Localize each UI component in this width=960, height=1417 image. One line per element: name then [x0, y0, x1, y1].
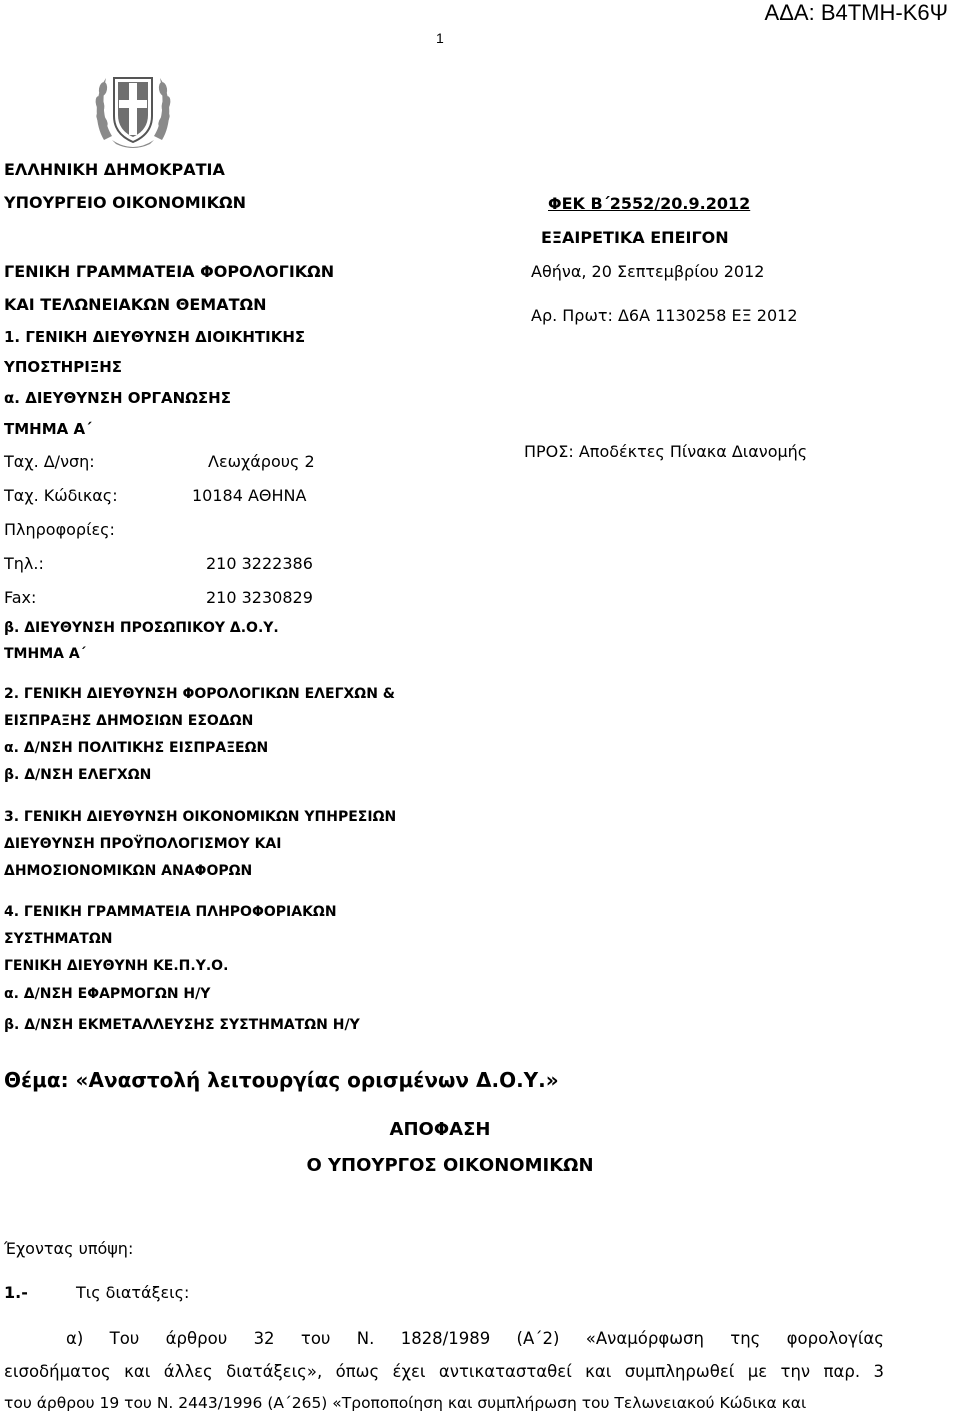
- fax-value: 210 3230829: [206, 588, 313, 607]
- directorate-systems-operation: β. Δ/ΝΣΗ ΕΚΜΕΤΑΛΛΕΥΣΗΣ ΣΥΣΤΗΜΑΤΩΝ Η/Υ: [4, 1017, 360, 1033]
- paragraph-a-line3: του άρθρου 19 του Ν. 2443/1996 (Α΄265) «Τροποποίηση και συμπλήρωση του Τελωνειακού Κώδικα και: [4, 1394, 807, 1412]
- general-directorate-1-line2: ΥΠΟΣΤΗΡΙΞΗΣ: [4, 358, 123, 376]
- subject-line: Θέμα: «Αναστολή λειτουργίας ορισμένων Δ.Ο.Υ.»: [4, 1068, 559, 1092]
- paragraph-a-line1: α) Του άρθρου 32 του Ν. 1828/1989 (Α΄2) «Αναμόρφωση της φορολογίας: [66, 1329, 884, 1348]
- paragraph-a-line2: εισοδήματος και άλλες διατάξεις», όπως έχει αντικατασταθεί και συμπληρωθεί με την παρ. 3: [4, 1362, 884, 1381]
- directorate-applications: α. Δ/ΝΣΗ ΕΦΑΡΜΟΓΩΝ Η/Υ: [4, 986, 211, 1002]
- postal-code-label: Ταχ. Κώδικας:: [4, 486, 118, 505]
- general-secretariat-line2: ΚΑΙ ΤΕΛΩΝΕΙΑΚΩΝ ΘΕΜΑΤΩΝ: [4, 295, 267, 314]
- postal-code-value: 10184 ΑΘΗΝΑ: [192, 486, 307, 505]
- considering-label: Έχοντας υπόψη:: [4, 1239, 134, 1258]
- fek-reference: ΦΕΚ Β΄2552/20.9.2012: [548, 194, 751, 213]
- general-directorate-2-line1: 2. ΓΕΝΙΚΗ ΔΙΕΥΘΥΝΣΗ ΦΟΡΟΛΟΓΙΚΩΝ ΕΛΕΓΧΩΝ &: [4, 686, 395, 702]
- department-b: ΤΜΗΜΑ Α΄: [4, 646, 86, 662]
- department-a: ΤΜΗΜΑ Α΄: [4, 420, 92, 438]
- info-label: Πληροφορίες:: [4, 520, 115, 539]
- minister-heading: Ο ΥΠΟΥΡΓΟΣ ΟΙΚΟΝΟΜΙΚΩΝ: [306, 1155, 594, 1176]
- ministry-name: ΥΠΟΥΡΓΕΙΟ ΟΙΚΟΝΟΜΙΚΩΝ: [4, 193, 246, 212]
- directorate-audits: β. Δ/ΝΣΗ ΕΛΕΓΧΩΝ: [4, 767, 152, 783]
- directorate-organization: α. ΔΙΕΥΘΥΝΣΗ ΟΡΓΑΝΩΣΗΣ: [4, 389, 231, 407]
- general-secretariat-4-line2: ΣΥΣΤΗΜΑΤΩΝ: [4, 931, 113, 947]
- general-directorate-kepyo: ΓΕΝΙΚΗ ΔΙΕΥΘΥΝΗ ΚΕ.Π.Υ.Ο.: [4, 958, 229, 974]
- republic-name: ΕΛΛΗΝΙΚΗ ΔΗΜΟΚΡΑΤΙΑ: [4, 160, 225, 179]
- document-date: Αθήνα, 20 Σεπτεμβρίου 2012: [531, 262, 765, 281]
- urgency-label: ΕΞΑΙΡΕΤΙΚΑ ΕΠΕΙΓΟΝ: [541, 228, 729, 247]
- address-label: Ταχ. Δ/νση:: [4, 452, 95, 471]
- phone-label: Τηλ.:: [4, 554, 44, 573]
- item-1-text: Τις διατάξεις:: [76, 1283, 190, 1302]
- general-directorate-1-line1: 1. ΓΕΝΙΚΗ ΔΙΕΥΘΥΝΣΗ ΔΙΟΙΚΗΤΙΚΗΣ: [4, 328, 306, 346]
- address-value: Λεωχάρους 2: [208, 452, 315, 471]
- decision-heading: ΑΠΟΦΑΣΗ: [389, 1119, 491, 1140]
- recipients: ΠΡΟΣ: Αποδέκτες Πίνακα Διανομής: [524, 442, 808, 461]
- phone-value: 210 3222386: [206, 554, 313, 573]
- directorate-collection-policy: α. Δ/ΝΣΗ ΠΟΛΙΤΙΚΗΣ ΕΙΣΠΡΑΞΕΩΝ: [4, 740, 269, 756]
- general-directorate-3-line2: ΔΙΕΥΘΥΝΣΗ ΠΡΟΫΠΟΛΟΓΙΣΜΟΥ ΚΑΙ: [4, 836, 282, 852]
- fax-label: Fax:: [4, 588, 37, 607]
- general-secretariat-line1: ΓΕΝΙΚΗ ΓΡΑΜΜΑΤΕΙΑ ΦΟΡΟΛΟΓΙΚΩΝ: [4, 262, 335, 281]
- general-secretariat-4-line1: 4. ΓΕΝΙΚΗ ΓΡΑΜΜΑΤΕΙΑ ΠΛΗΡΟΦΟΡΙΑΚΩΝ: [4, 904, 337, 920]
- general-directorate-3-line1: 3. ΓΕΝΙΚΗ ΔΙΕΥΘΥΝΣΗ ΟΙΚΟΝΟΜΙΚΩΝ ΥΠΗΡΕΣΙΩΝ: [4, 809, 397, 825]
- ada-code: ΑΔΑ: Β4ΤΜΗ-Κ6Ψ: [764, 0, 948, 25]
- general-directorate-2-line2: ΕΙΣΠΡΑΞΗΣ ΔΗΜΟΣΙΩΝ ΕΣΟΔΩΝ: [4, 713, 254, 729]
- greek-state-emblem-icon: [90, 62, 176, 152]
- item-1-number: 1.-: [4, 1283, 28, 1302]
- directorate-personnel: β. ΔΙΕΥΘΥΝΣΗ ΠΡΟΣΩΠΙΚΟΥ Δ.Ο.Υ.: [4, 620, 279, 636]
- general-directorate-3-line3: ΔΗΜΟΣΙΟΝΟΜΙΚΩΝ ΑΝΑΦΟΡΩΝ: [4, 863, 253, 879]
- page-number: 1: [436, 30, 444, 46]
- protocol-number: Αρ. Πρωτ: Δ6Α 1130258 ΕΞ 2012: [531, 306, 798, 325]
